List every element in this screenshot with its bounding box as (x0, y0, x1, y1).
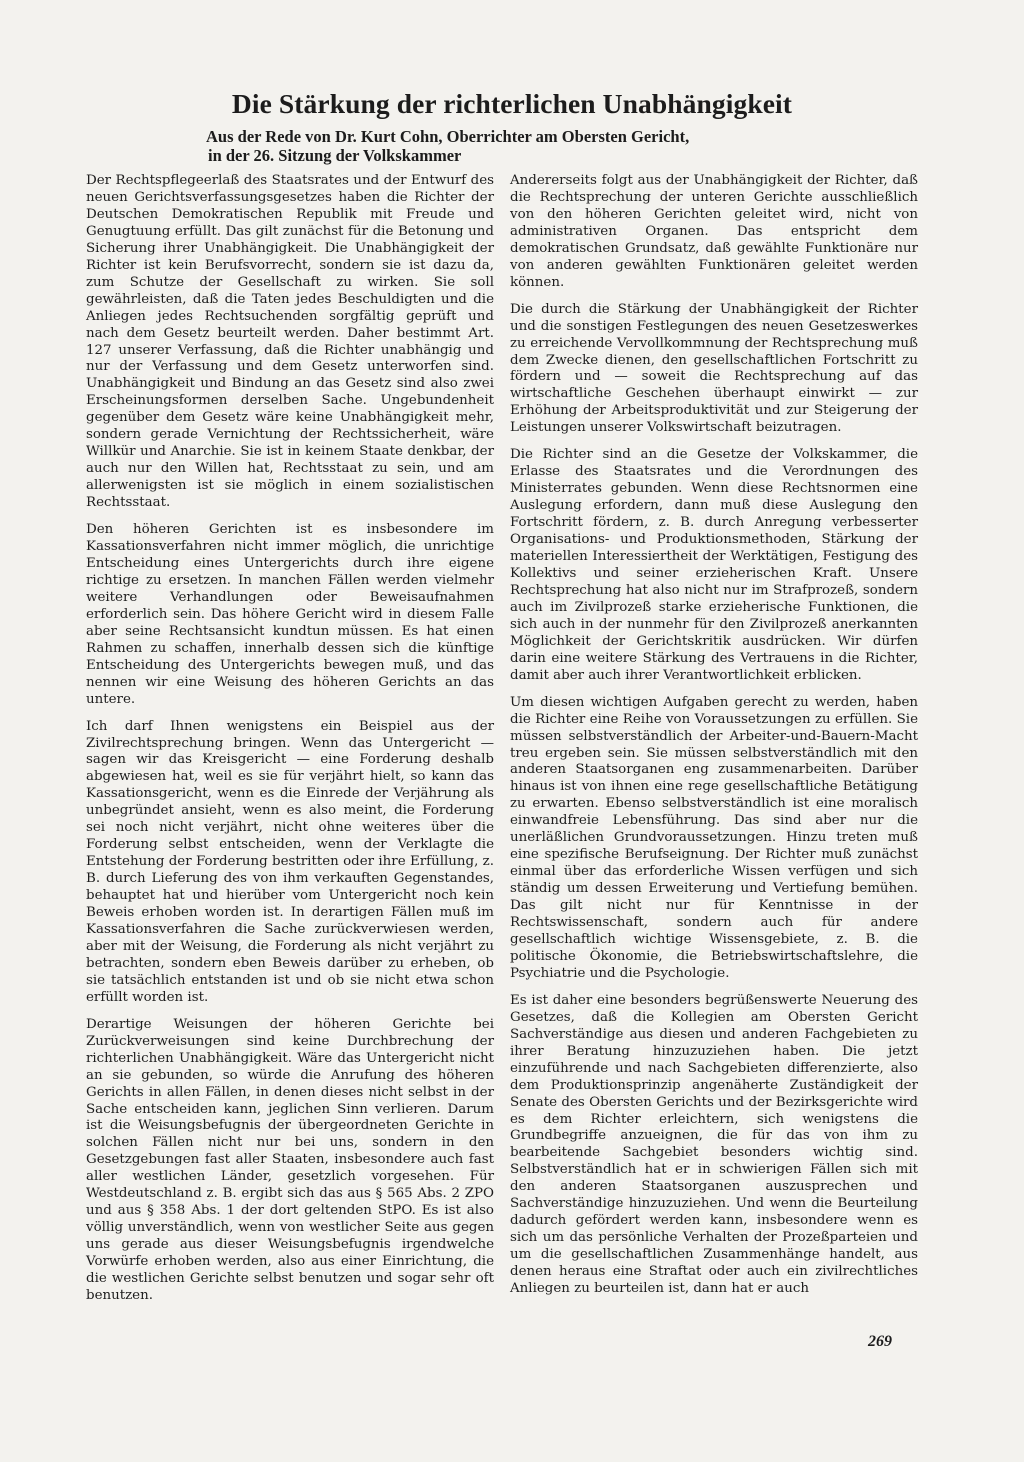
page-number: 269 (868, 1333, 892, 1350)
paragraph: Die Richter sind an die Gesetze der Volkskammer, die Erlasse des Staatsrates und die Verordnungen des Ministerrates gebunden. Wenn diese Rechtsnormen eine Auslegung erfordern, dann muß diese Auslegung den Fortschritt fördern, z. B. durch Anregung verbesserter Organisations- und Produktionsmethoden, Stärkung der materiellen Interessiertheit der Werktätigen, Festigung des Kollektivs und seiner erzieherischen Kraft. Unsere Rechtsprechung hat also nicht nur im Strafprozeß, sondern auch im Zivilprozeß starke erzieherische Funktionen, die sich auch in der nunmehr für den Zivilprozeß anerkannten Möglichkeit der Gerichtskritik ausdrücken. Wir dürfen darin eine weitere Stärkung des Vertrauens in die Richter, damit aber auch ihrer Verantwortlichkeit erblicken. (510, 447, 918, 683)
paragraph: Derartige Weisungen der höheren Gerichte bei Zurückverweisungen sind keine Durchbrechung der richterlichen Unabhängigkeit. Wäre das Untergericht nicht an sie gebunden, so würde die Anrufung des höheren Gerichts in allen Fällen, in denen dieses nicht selbst in der Sache entscheiden kann, jeglichen Sinn verlieren. Darum ist die Weisungsbefugnis der übergeordneten Gerichte in solchen Fällen nicht nur bei uns, sondern in den Gesetzgebungen fast aller Staaten, insbesondere auch fast aller westlichen Länder, gesetzlich vorgesehen. Für Westdeutschland z. B. ergibt sich das aus § 565 Abs. 2 ZPO und aus § 358 Abs. 1 der dort geltenden StPO. Es ist also völlig unverständlich, wenn von westlicher Seite aus gegen uns gerade aus dieser Weisungsbefugnis irgendwelche Vorwürfe erhoben werden, also aus einer Einrichtung, die die westlichen Gerichte selbst benutzen und sogar sehr oft benutzen. (86, 1016, 494, 1303)
paragraph: Der Rechtspflegeerlaß des Staatsrates und der Entwurf des neuen Gerichtsverfassungsgesetzes haben die Richter der Deutschen Demokratischen Republik mit Freude und Genugtuung erfüllt. Das gilt zunächst für die Betonung und Sicherung ihrer Unabhängigkeit. Die Unabhängigkeit der Richter ist kein Berufsvorrecht, sondern sie ist dazu da, zum Schutze der Gesellschaft zu wirken. Sie soll gewährleisten, daß die Taten jedes Beschuldigten und die Anliegen jedes Rechtsuchenden sorgfältig geprüft und nach dem Gesetz beurteilt werden. Daher bestimmt Art. 127 unserer Verfassung, daß die Richter unabhängig und nur der Verfassung und dem Gesetz unterworfen sind. Unabhängigkeit und Bindung an das Gesetz sind also zwei Erscheinungsformen derselben Sache. Ungebundenheit gegenüber dem Gesetz wäre keine Unabhängigkeit mehr, sondern gerade Vernichtung der Rechtssicherheit, wäre Willkür und Anarchie. Sie ist in keinem Staate denkbar, der auch nur den Willen hat, Rechtsstaat zu sein, und am allerwenigsten ist sie möglich in einem sozialistischen Rechtsstaat. (86, 173, 494, 511)
subtitle-line-2: in der 26. Sitzung der Volkskammer (208, 146, 462, 165)
paragraph: Den höheren Gerichten ist es insbesondere im Kassationsverfahren nicht immer möglich, die unrichtige Entscheidung eines Untergerichts durch ihre eigene richtige zu ersetzen. In manchen Fällen werden vielmehr weitere Verhandlungen oder Beweisaufnahmen erforderlich sein. Das höhere Gericht wird in diesem Falle aber seine Rechtsansicht kundtun müssen. Es hat einen Rahmen zu schaffen, innerhalb dessen sich die künftige Entscheidung des Untergerichts bewegen muß, und das nennen wir eine Weisung des höheren Gerichts an das untere. (86, 522, 494, 707)
paragraph: Andererseits folgt aus der Unabhängigkeit der Richter, daß die Rechtsprechung der unteren Gerichte ausschließlich von den höheren Gerichten geleitet wird, nicht von administrativen Organen. Das entspricht dem demokratischen Grundsatz, daß gewählte Funktionäre nur von anderen gewählten Funktionären geleitet werden können. (510, 173, 918, 290)
paragraph: Die durch die Stärkung der Unabhängigkeit der Richter und die sonstigen Festlegungen des neuen Gesetzeswerkes zu erreichende Vervollkommnung der Rechtsprechung muß dem Zwecke dienen, den gesellschaftlichen Fortschritt zu fördern und — soweit die Rechtsprechung auf das wirtschaftliche Geschehen überhaupt einwirkt — zur Erhöhung der Arbeitsproduktivität und zur Steigerung der Leistungen unserer Volkswirtschaft beizutragen. (510, 301, 918, 436)
right-column (510, 173, 918, 1308)
left-column (86, 173, 494, 1315)
paragraph: Ich darf Ihnen wenigstens ein Beispiel aus der Zivilrechtsprechung bringen. Wenn das Untergericht — sagen wir das Kreisgericht — eine Forderung deshalb abgewiesen hat, weil es sie für verjährt hielt, so kann das Kassationsgericht, wenn es die Einrede der Verjährung als unbegründet ansieht, wenn es also meint, die Forderung sei noch nicht verjährt, nicht ohne weiteres über die Forderung selbst entscheiden, wenn der Verklagte die Entstehung der Forderung bestritten oder ihre Erfüllung, z. B. durch Lieferung des von ihm verkauften Gegenstandes, behauptet hat und hierüber vom Untergericht noch kein Beweis erhoben worden ist. In derartigen Fällen muß im Kassationsverfahren die Sache zurückverwiesen werden, aber mit der Weisung, die Forderung als nicht verjährt zu betrachten, sondern eben Beweis darüber zu erheben, ob sie tatsächlich entstanden ist und ob sie nicht etwa schon erfüllt worden ist. (86, 718, 494, 1005)
article-subtitle (206, 127, 806, 165)
paragraph: Es ist daher eine besonders begrüßenswerte Neuerung des Gesetzes, daß die Kollegien am Obersten Gericht Sachverständige aus diesen und anderen Fachgebieten zu ihrer Beratung hinzuzuziehen haben. Die jetzt einzuführende und nach Sachgebieten differenzierte, also dem Produktionsprinzip angenäherte Zuständigkeit der Senate des Obersten Gerichts und der Bezirksgerichte wird es dem Richter erleichtern, sich wenigstens die Grundbegriffe anzueignen, die für das von ihm zu bearbeitende Sachgebiet besonders wichtig sind. Selbstverständlich hat er in schwierigen Fällen sich mit den anderen Staatsorganen auszusprechen und Sachverständige hinzuzuziehen. Und wenn die Beurteilung dadurch gefördert werden kann, insbesondere wenn es sich um das persönliche Verhalten der Prozeßparteien und um die gesellschaftlichen Zusammenhänge handelt, aus denen heraus eine Straftat oder auch ein zivilrechtliches Anliegen zu beurteilen ist, dann hat er auch (510, 992, 918, 1297)
paragraph: Um diesen wichtigen Aufgaben gerecht zu werden, haben die Richter eine Reihe von Voraussetzungen zu erfüllen. Sie müssen selbstverständlich der Arbeiter-und-Bauern-Macht treu ergeben sein. Sie müssen selbstverständlich mit den anderen Staatsorganen eng zusammenarbeiten. Darüber hinaus ist von ihnen eine rege gesellschaftliche Betätigung zu erwarten. Ebenso selbstverständlich ist eine moralisch einwandfreie Lebensführung. Das sind aber nur die unerläßlichen Grundvoraussetzungen. Hinzu treten muß eine spezifische Berufseignung. Der Richter muß zunächst einmal über das erforderliche Wissen verfügen und sich ständig um dessen Erweiterung und Vertiefung bemühen. Das gilt nicht nur für Kenntnisse in der Rechtswissenschaft, sondern auch für andere gesellschaftlich wichtige Wissensgebiete, z. B. die politische Ökonomie, die Betriebswirtschaftslehre, die Psychiatrie und die Psychologie. (510, 694, 918, 981)
subtitle-line-1: Aus der Rede von Dr. Kurt Cohn, Oberrichter am Obersten Gericht, (206, 127, 690, 146)
article-title: Die Stärkung der richterlichen Unabhängigkeit (231, 88, 793, 119)
